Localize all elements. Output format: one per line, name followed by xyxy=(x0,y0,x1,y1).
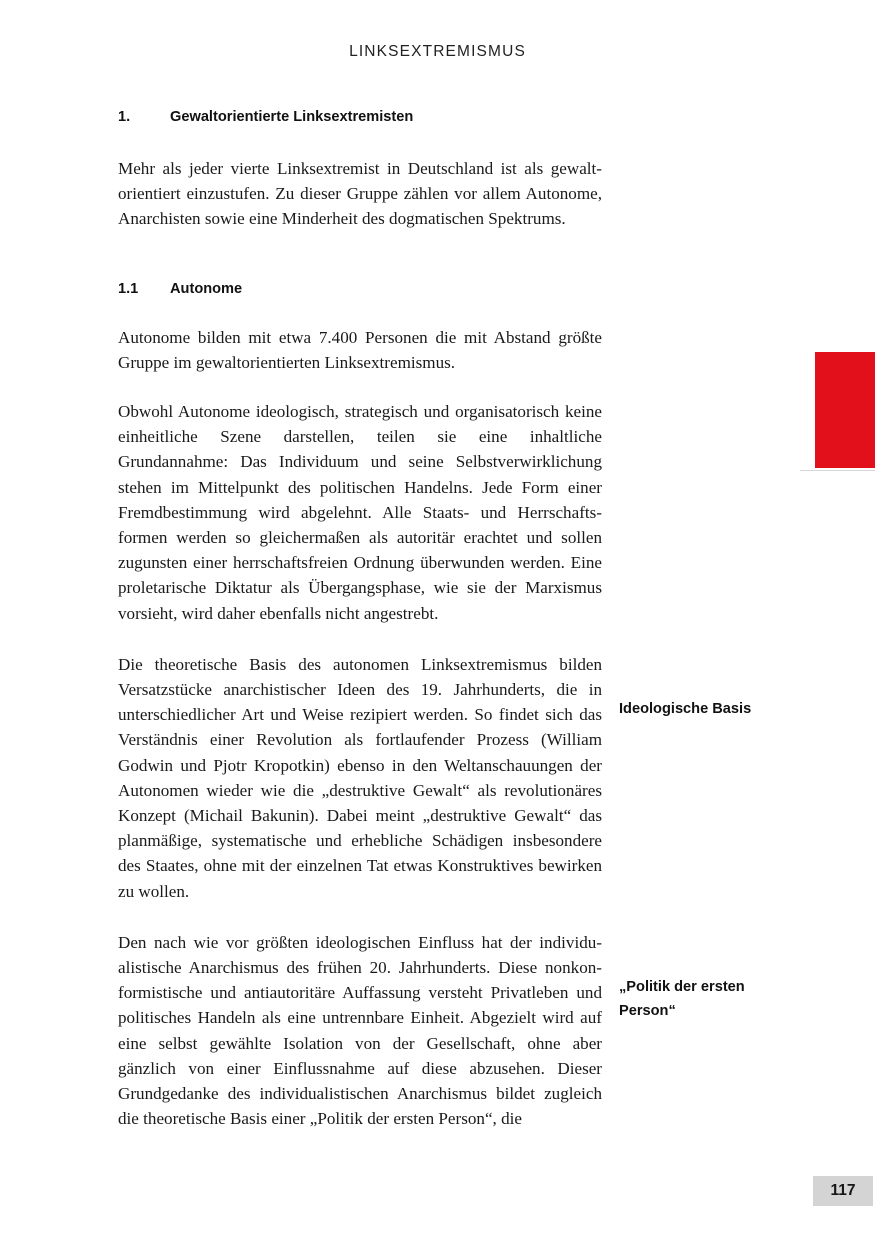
paragraph-autonome-count: Autonome bilden mit etwa 7.400 Personen die mit Abstand größte Gruppe im gewaltorientierten Linksextremismus. xyxy=(118,327,602,372)
paragraph-politik-erste-person: Den nach wie vor größten ideologischen Einfluss hat der individualistische Anarchismus des frühen 20. Jahrhunderts. Diese nonkonformistische und antiautoritäre Auffassung versteht Privatleben und politisches Handeln als eine untrennbare Einheit. Abgezielt wird auf eine selbst gewählte Isolation von der Gesellschaft, ohne aber gänzlich von einer Einflussnahme auf diese abzusehen. Dieser Grundgedanke des individualistischen Anarchismus bildet zugleich die theoretische Basis einer „Politik der ersten Person“, die xyxy=(118,932,602,1129)
page-number-value: 117 xyxy=(830,1182,856,1199)
margin-note-politik-der-ersten-person: „Politik der ersten Person“ xyxy=(619,979,745,1019)
section-heading xyxy=(118,108,602,127)
subsection-heading xyxy=(118,280,602,299)
thumb-tab-rule xyxy=(800,470,875,471)
subsection-title: Autonome xyxy=(170,280,243,297)
paragraph-intro: Mehr als jeder vierte Linksextremist in Deutschland ist als gewaltorientiert einzustufen. Zu dieser Gruppe zählen vor allem Autonome, Anarchisten sowie eine Minderheit des dogmatischen Spektrums. xyxy=(118,158,602,229)
running-head: LINKSEXTREMISMUS xyxy=(349,43,526,60)
paragraph-grundannahme: Obwohl Autonome ideologisch, strategisch und organisatorisch keine einheitliche Szene darstellen, teilen sie eine inhaltliche Grundannahme: Das Individuum und seine Selbstverwirklichung stehen im Mittelpunkt des politischen Handelns. Jede Form einer Fremdbestimmung wird abgelehnt. Alle Staats- und Herrschaftsformen werden so gleichermaßen als autoritär erachtet und sollen zugunsten einer herrschaftsfreien Ordnung überwunden werden. Eine proletarische Diktatur als Übergangsphase, wie sie der Marxismus vorsieht, wird daher ebenfalls nicht angestrebt. xyxy=(118,401,602,623)
section-title: Gewaltorientierte Linksextremisten xyxy=(170,109,414,125)
page-number-badge xyxy=(813,1176,873,1206)
subsection-number: 1.1 xyxy=(118,280,139,297)
main-text-column xyxy=(118,108,602,1131)
paragraph-ideologische-basis: Die theoretische Basis des autonomen Linksextremismus bilden Versatzstücke anarchistischer Ideen des 19. Jahrhunderts, die in unterschiedlicher Art und Weise rezipiert werden. So findet sich das Verständnis einer Revolution als fortlaufender Prozess (William Godwin und Pjotr Kropotkin) ebenso in den Weltanschauungen der Autonomen wieder wie die „destruktive Gewalt“ als revolutionäres Konzept (Michail Bakunin). Dabei meint „destruktive Gewalt“ das planmäßige, systematische und erhebliche Schädigen insbesondere des Staates, ohne mit der einzelnen Tat etwas Konstruktives bewirken zu wollen. xyxy=(118,654,602,901)
section-number: 1. xyxy=(118,109,131,125)
margin-note-ideologische-basis: Ideologische Basis xyxy=(619,701,752,717)
red-thumb-tab xyxy=(815,352,875,468)
